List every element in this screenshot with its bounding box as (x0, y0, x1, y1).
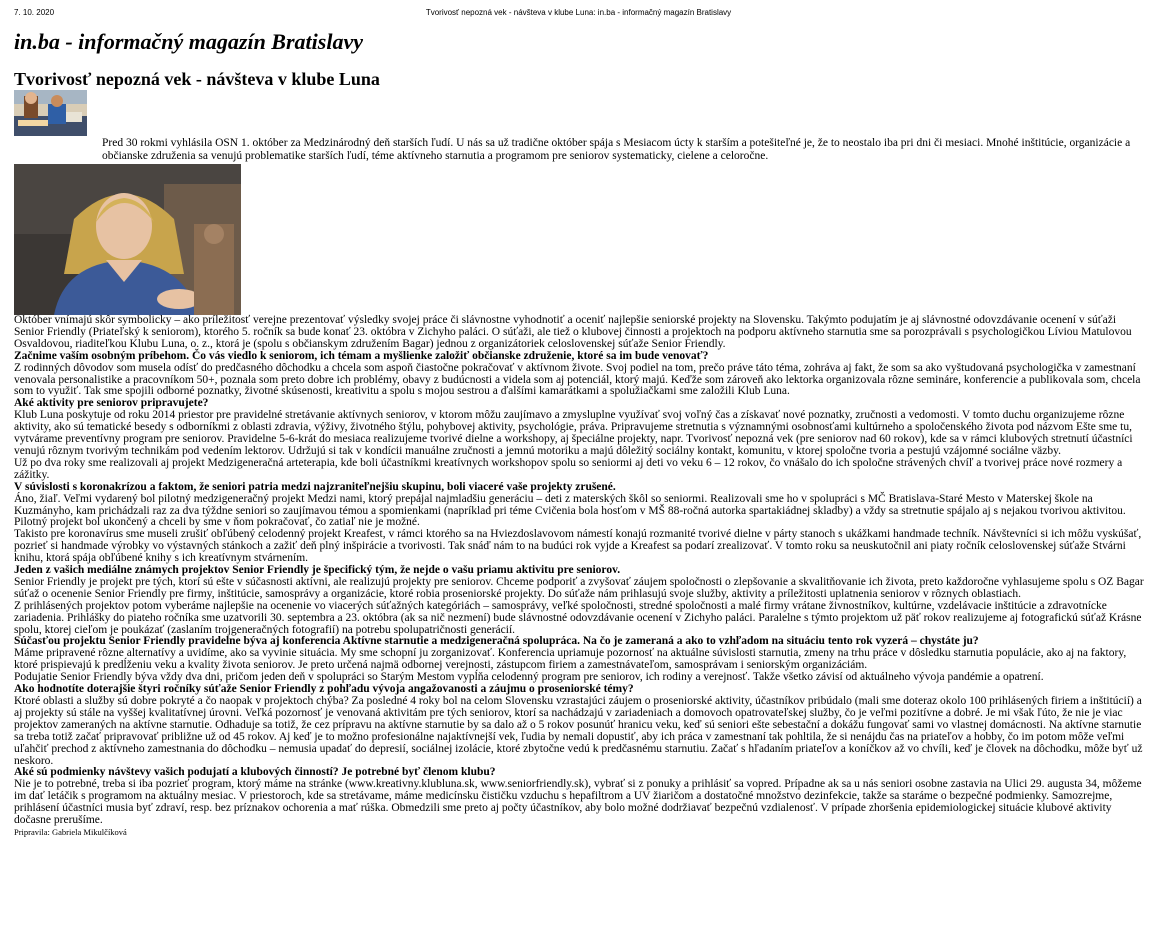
body-paragraph: Máme pripravené rôzne alternatívy a uvidíme, ako sa vyvinie situácia. My sme schopní ju zorganizovať. Konferencia upriamuje pozornosť na aktuálne súvislosti starnutia, zmeny na trhu práce v dôsledku starnutia populácie, ako aj na faktory, ktoré prispievajú k predĺženiu veku a kvality života seniorov. Je preto určená najmä odbornej verejnosti, zástupcom firiem a zamestnávateľom, samosprávam i seniorským organizáciám. (14, 647, 1127, 672)
interview-question: Súčasťou projektu Senior Friendly pravidelne býva aj konferencia Aktívne starnutie a medzigeneračná spolupráca. Na čo je zameraná a ako to vzhľadom na situáciu tento rok vyzerá – chystáte ju? (14, 635, 979, 648)
site-title[interactable]: in.ba - informačný magazín Bratislavy (14, 29, 363, 54)
portrait-photo (14, 164, 241, 315)
thumbnail-photo (14, 90, 87, 136)
article-title: Tvorivosť nepozná vek - návšteva v klube Luna (14, 69, 380, 89)
interview-question: Začnime vaším osobným príbehom. Čo vás viedlo k seniorom, ich témam a myšlienke založiť občianske združenie, ktoré sa im bude venovať? (14, 349, 709, 362)
article-body (14, 315, 1146, 837)
body-paragraph: Október vnímajú skôr symbolicky – ako príležitosť verejne prezentovať výsledky svojej práce či slávnostne vyhodnotiť a oceniť najlepšie seniorské projekty na Slovensku. Takýmto podujatím je aj slávnostné odovzdávanie ocenení v súťaži Senior Friendly (Priateľský k seniorom), ktorého 5. ročník sa bude konať 23. októbra v Zichyho paláci. O súťaži, ale tiež o klubovej činnosti a projektoch na podporu aktívneho starnutia sme sa porozprávali s psychologičkou Líviou Matulovou Osvaldovou, riaditeľkou Klubu Luna, o. z., ktorá je (spolu s občianskym združením Bagar) jednou z organizátoriek celoslovenskej súťaže Senior Friendly. (14, 314, 1132, 350)
interview-question: Aké sú podmienky návštevy vašich podujatí a klubových činností? Je potrebné byť členom klubu? (14, 766, 496, 779)
body-paragraph: Áno, žiaľ. Veľmi vydarený bol pilotný medzigeneračný projekt Medzi nami, ktorý prepájal najmladšiu generáciu – deti z materských škôl so seniormi. Realizovali sme ho v spolupráci s MČ Bratislava-Staré Mesto v Materskej škole na Kuzmányho, kam prichádzali raz za dva týždne seniori so zaujímavou témou a spomienkami (napríklad pri téme Cvičenia bola hosťom v MŠ 88-ročná autorka spartakiádnej skladby) a vždy sa stretnutie spájalo aj s nejakou tvorivou aktivitou. Pilotný projekt bol ukončený a chceli by sme v ňom pokračovať, čo zatiaľ nie je možné. (14, 492, 1126, 529)
interview-question: Ako hodnotíte doterajšie štyri ročníky súťaže Senior Friendly z pohľadu vývoja angažovanosti a záujmu o proseniorské témy? (14, 683, 634, 696)
intro-paragraph: Pred 30 rokmi vyhlásila OSN 1. október za Medzinárodný deň starších ľudí. U nás sa už tradične október spája s Mesiacom úcty k starším a potešiteľné je, že to neostalo iba pri dni či mesiaci. Mnohé inštitúcie, organizácie a občianske združenia sa venujú problematike starších ľudí, téme aktívneho starnutia a programom pre seniorov systematicky, cielene a celoročne. (102, 137, 1131, 162)
body-paragraph: Senior Friendly je projekt pre tých, ktorí sú ešte v súčasnosti aktívni, ale realizujú projekty pre seniorov. Chceme podporiť a zvyšovať záujem spoločnosti o zlepšovanie a skvalitňovanie ich života, preto každoročne vyhlasujeme spolu s OZ Bagar súťaž o ocenenie Senior Friendly pre firmy, inštitúcie, samosprávy a organizácie, ktoré robia proseniorské projekty. Do súťaže nám prihlasujú svoje služby, aktivity a príležitosti uplatnenia seniorov v rôznych oblastiach. (14, 575, 1144, 600)
body-paragraph: Z prihlásených projektov potom vyberáme najlepšie na ocenenie vo viacerých súťažných kategóriách – samosprávy, veľké spoločnosti, stredné spoločnosti a malé firmy vrátane živnostníkov, kultúrne, vzdelávacie inštitúcie a zdravotnícke zariadenia. Prihlášky do piateho ročníka sme uzatvorili 30. septembra a 23. októbra (ak sa nič nezmení) bude slávnostné odovzdávanie ocenení v Zichyho paláci. Paralelne s týmto projektom už päť rokov realizujeme aj fotografickú súťaž Krásne spolu, ktorej cieľom je poukázať (zaslaním trojgeneračných fotografií) na potrebu spolupatričnosti generácií. (14, 599, 1142, 636)
print-page-title: Tvorivosť nepozná vek - návšteva v klube Luna: in.ba - informačný magazín Bratislavy (425, 8, 732, 17)
interview-question: Aké aktivity pre seniorov pripravujete? (14, 397, 209, 410)
interview-question: Jeden z vašich mediálne známych projektov Senior Friendly je špecifický tým, že nejde o vašu priamu aktivitu pre seniorov. (14, 564, 621, 577)
author-credit: Pripravila: Gabriela Mikulčíková (14, 826, 127, 837)
print-date: 7. 10. 2020 (14, 8, 55, 17)
body-paragraph: Takisto pre koronavírus sme museli zrušiť obľúbený celodenný projekt Kreafest, v rámci ktorého sa na Hviezdoslavovom námestí konajú rozmanité tvorivé dielne v párty stanoch s ukážkami handmade techník. Návštevníci si ich môžu vyskúšať, pozrieť si handmade výrobky vo výstavných stánkoch a zažiť deň plný inšpirácie a tvorivosti. Tak snáď nám to na budúci rok vyjde a Kreafest sa podarí zrealizovať. V tomto roku sa neuskutočnil ani piaty ročník celoslovenskej súťaže Stvárni knihu, ktorá spája obľúbené knihy s ich kreatívnym stvárnením. (14, 528, 1142, 565)
body-paragraph: Ktoré oblasti a služby sú dobre pokryté a čo naopak v projektoch chýba? Za posledné 4 roky bol na celom Slovensku vzrastajúci záujem o proseniorské aktivity, účastníkov pribúdalo (mali sme doteraz okolo 100 prihlásených firiem a inštitúcií) a aj projekty sú stále na vyššej kvalitatívnej úrovni. Veľká pozornosť je venovaná aktivitám pre tých seniorov, ktorí sa nachádzajú v zariadeniach a domovoch opatrovateľskej služby, čo je veľmi pozitívne a dobré. Je mi však ľúto, že nie je viac projektov zameraných na aktívne starnutie. Odhaduje sa totiž, že cez prípravu na aktívne starnutie by sa dalo až o 5 rokov posunúť hranicu veku, keď sú seniori ešte sebestační a dokážu fungovať sami vo vlastnej domácnosti. Na aktívne starnutie sa treba totiž začať pripravovať približne už od 45 rokov. Aj keď je to možno profesionálne najaktívnejší vek, ľudia by nemali dopustiť, aby ich práca v zamestnaní tak pohltila, že si nenájdu čas na priateľov a hobby, čo im potom môže veľmi uľahčiť prechod z aktívneho zamestnania do dôchodku – nemusia upadať do depresií, sociálnej izolácie, ktoré zbytočne vedú k predčasnému starnutiu. Začať s hľadaním priateľov a koníčkov až vo chvíli, keď je človek na dôchodku, môže byť už neskoro. (14, 695, 1143, 767)
body-paragraph: Nie je to potrebné, treba si iba pozrieť program, ktorý máme na stránke (www.kreativny.klubluna.sk, www.seniorfriendly.sk), vybrať si z ponuky a prihlásiť sa vopred. Prípadne ak sa u nás seniori osobne zastavia na Ulici 29. augusta 34, môžeme im dať letáčik s programom na aktuálny mesiac. V priestoroch, kde sa stretávame, máme medicínsku čističku vzduchu s hepafiltrom a UV žiaričom a dostatočné množstvo dezinfekcie, takže sa staráme o bezpečné podmienky. Samozrejme, prihlásení účastníci musia byť zdraví, resp. bez príznakov ochorenia a mať rúška. Obmedzili sme preto aj počty účastníkov, aby bolo možné dodržiavať bezpečnú vzdialenosť. V prípade zhoršenia epidemiologickej situácie klubové aktivity dočasne prerušíme. (14, 778, 1142, 827)
body-paragraph: Podujatie Senior Friendly býva vždy dva dni, pričom jeden deň v spolupráci so Starým Mestom vypĺňa celodenný program pre seniorov, ich rodiny a verejnosť. Takže všetko závisí od aktuálneho vývoja pandémie a opatrení. (14, 671, 1044, 684)
body-paragraph: Z rodinných dôvodov som musela odísť do predčasného dôchodku a chcela som aspoň čiastočne pokračovať v aktívnom živote. Svoj podiel na tom, prečo práve táto téma, zohráva aj fakt, že som sa ako vyštudovaná psychologička v zamestnaní venovala personalistike a pracovníkom 50+, poznala som preto dobre ich problémy, obavy z budúcnosti a videla som aj potenciál, ktorý majú. Keďže som zároveň ako lektorka organizovala rôzne semináre, konferencie a publikovala som, chcela som to využiť. Tak sme spojili odborné poznatky, životné skúsenosti, kreativitu a spolu s mojou sestrou a ďalšími kamarátkami a spolužiačkami sme založili Klub Luna. (14, 361, 1141, 398)
body-paragraph: Klub Luna poskytuje od roku 2014 priestor pre pravidelné stretávanie aktívnych seniorov, v ktorom môžu zaujímavo a zmysluplne využívať svoj voľný čas a získavať nové poznatky, zručnosti a vedomosti. V tomto duchu organizujeme rôzne aktivity, ako sú tematické besedy s odborníkmi z oblasti zdravia, výživy, životného štýlu, pohybovej aktivity, psychológie, práva. Pripravujeme stretnutia s významnými osobnosťami kultúrneho a spoločenského života pod názvom Ešte sme tu, vytvárame preventívny program pre seniorov. Pravidelne 5-6-krát do mesiaca realizujeme tvorivé dielne a workshopy, aj špeciálne projekty, napr. Tvorivosť nepozná vek (pre seniorov nad 60 rokov), kde sa v rámci klubových stretnutí účastníci venujú rôznym tvorivým technikám pod vedením lektorov. Udržujú si tak v kondícii manuálne zručnosti a jemnú motoriku a majú dôležitý sociálny kontakt, komunitu, v ktorej spoločne tvoria a pestujú vzájomné sociálne väzby. (14, 409, 1133, 457)
interview-question: V súvislosti s koronakrízou a faktom, že seniori patria medzi najzraniteľnejšiu skupinu, boli viaceré vaše projekty zrušené. (14, 480, 616, 493)
body-paragraph: Už po dva roky sme realizovali aj projekt Medzigeneračná arteterapia, kde boli účastníkmi kreatívnych workshopov spolu so seniormi aj deti vo veku 6 – 12 rokov, čo vnášalo do ich spoločne strávených chvíľ a tvorivej práce nové rozmery a zážitky. (14, 456, 1123, 481)
